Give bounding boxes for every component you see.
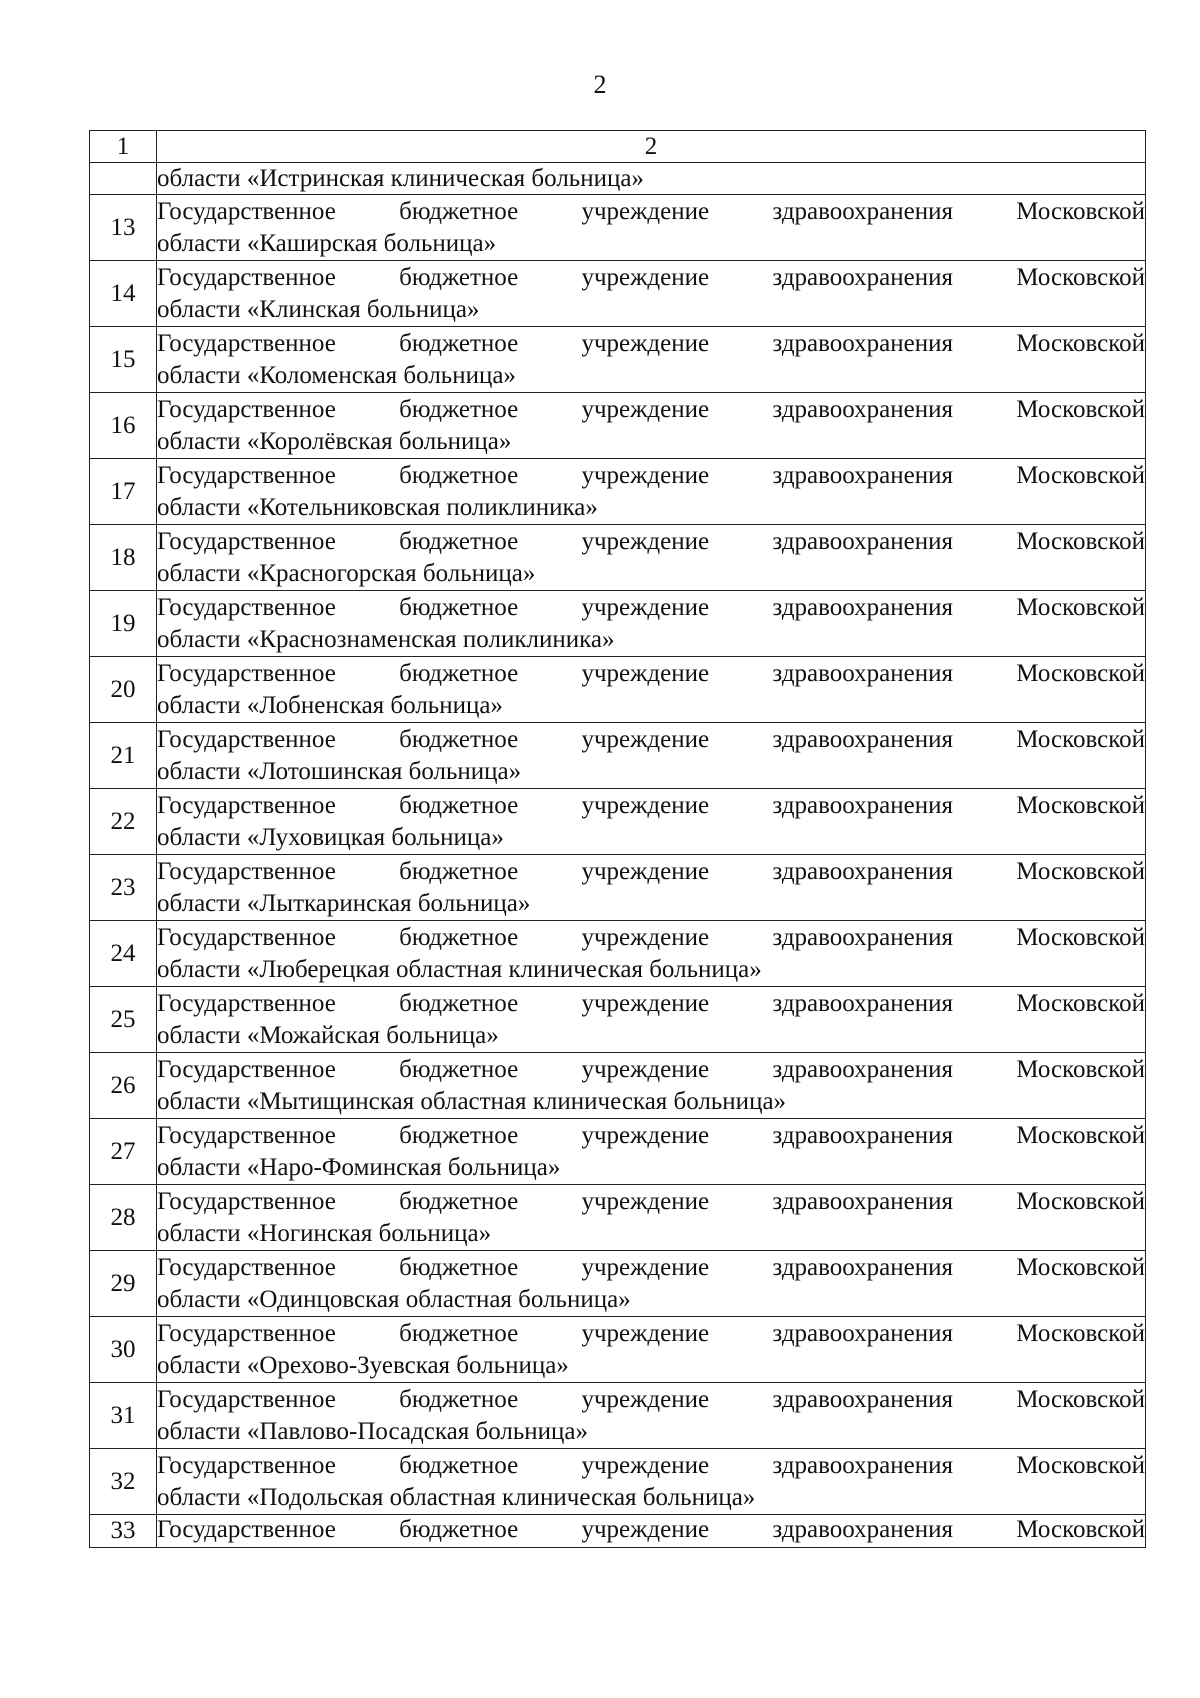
institution-type-line bbox=[157, 1120, 1145, 1152]
institution-type-line bbox=[157, 460, 1145, 492]
row-number: 26 bbox=[90, 1053, 157, 1119]
prefix-word: Московской bbox=[1016, 1516, 1145, 1543]
row-number: 29 bbox=[90, 1251, 157, 1317]
prefix-word: Государственное bbox=[157, 923, 336, 951]
prefix-word: здравоохранения bbox=[772, 1319, 953, 1347]
institution-name bbox=[157, 921, 1146, 987]
row-number: 22 bbox=[90, 789, 157, 855]
institution-name bbox=[157, 1515, 1146, 1548]
prefix-word: здравоохранения bbox=[772, 1385, 953, 1413]
table-row bbox=[90, 1449, 1146, 1515]
institution-name bbox=[157, 195, 1146, 261]
prefix-word: бюджетное bbox=[399, 1055, 519, 1083]
prefix-word: Московской bbox=[1016, 923, 1145, 951]
table-row bbox=[90, 1317, 1146, 1383]
prefix-word: бюджетное bbox=[399, 989, 519, 1017]
prefix-word: Государственное bbox=[157, 395, 336, 423]
prefix-word: Московской bbox=[1016, 197, 1145, 225]
table-row bbox=[90, 195, 1146, 261]
institution-name bbox=[157, 393, 1146, 459]
table-row bbox=[90, 327, 1146, 393]
prefix-word: здравоохранения bbox=[772, 527, 953, 555]
table-row bbox=[90, 261, 1146, 327]
table-row bbox=[90, 855, 1146, 921]
prefix-word: бюджетное bbox=[399, 791, 519, 819]
prefix-word: Государственное bbox=[157, 1516, 336, 1543]
prefix-word: Государственное bbox=[157, 659, 336, 687]
prefix-word: здравоохранения bbox=[772, 329, 953, 357]
prefix-word: здравоохранения bbox=[772, 791, 953, 819]
prefix-word: учреждение bbox=[581, 395, 710, 423]
prefix-word: Государственное bbox=[157, 1385, 336, 1413]
institution-type-line bbox=[157, 196, 1145, 228]
row-number: 25 bbox=[90, 987, 157, 1053]
table-row bbox=[90, 591, 1146, 657]
prefix-word: Московской bbox=[1016, 725, 1145, 753]
prefix-word: здравоохранения bbox=[772, 197, 953, 225]
row-number: 31 bbox=[90, 1383, 157, 1449]
institution-name bbox=[157, 789, 1146, 855]
institution-name bbox=[157, 855, 1146, 921]
institution-title: области «Можайская больница» bbox=[157, 1021, 499, 1049]
institution-title: области «Лобненская больница» bbox=[157, 691, 503, 719]
prefix-word: учреждение bbox=[581, 1055, 710, 1083]
row-number: 16 bbox=[90, 393, 157, 459]
table-row bbox=[90, 723, 1146, 789]
prefix-word: Государственное bbox=[157, 1451, 336, 1479]
prefix-word: Государственное bbox=[157, 329, 336, 357]
page-number: 2 bbox=[593, 70, 607, 99]
institution-title: области «Коломенская больница» bbox=[157, 361, 516, 389]
prefix-word: Московской bbox=[1016, 1451, 1145, 1479]
institution-name bbox=[157, 723, 1146, 789]
institution-title: области «Каширская больница» bbox=[157, 229, 497, 257]
table-header-row bbox=[90, 131, 1146, 163]
institution-type-line bbox=[157, 1186, 1145, 1218]
institution-name bbox=[157, 525, 1146, 591]
prefix-word: бюджетное bbox=[399, 1187, 519, 1215]
table-row bbox=[90, 1251, 1146, 1317]
row-number-empty bbox=[90, 163, 157, 195]
header-col-number: 1 bbox=[90, 131, 157, 163]
row-number: 17 bbox=[90, 459, 157, 525]
prefix-word: учреждение bbox=[581, 989, 710, 1017]
institution-type-line bbox=[157, 262, 1145, 294]
institution-name bbox=[157, 1185, 1146, 1251]
prefix-word: бюджетное bbox=[399, 527, 519, 555]
institution-type-line bbox=[157, 1054, 1145, 1086]
institution-name bbox=[157, 1119, 1146, 1185]
row-number: 13 bbox=[90, 195, 157, 261]
row-number: 19 bbox=[90, 591, 157, 657]
prefix-word: учреждение bbox=[581, 593, 710, 621]
table-row bbox=[90, 525, 1146, 591]
institution-title: области «Котельниковская поликлиника» bbox=[157, 493, 598, 521]
prefix-word: Государственное bbox=[157, 1055, 336, 1083]
prefix-word: учреждение bbox=[581, 329, 710, 357]
prefix-word: учреждение bbox=[581, 1253, 710, 1281]
prefix-word: Московской bbox=[1016, 1319, 1145, 1347]
table-row bbox=[90, 393, 1146, 459]
table-row bbox=[90, 921, 1146, 987]
prefix-word: Государственное bbox=[157, 461, 336, 489]
prefix-word: учреждение bbox=[581, 461, 710, 489]
institution-title: области «Павлово-Посадская больница» bbox=[157, 1417, 588, 1445]
prefix-word: Московской bbox=[1016, 1385, 1145, 1413]
prefix-word: учреждение bbox=[581, 725, 710, 753]
row-number: 27 bbox=[90, 1119, 157, 1185]
continuation-text: области «Истринская клиническая больница» bbox=[157, 163, 1146, 195]
institution-name bbox=[157, 1449, 1146, 1515]
institution-title: области «Люберецкая областная клиническая больница» bbox=[157, 955, 762, 983]
prefix-word: здравоохранения bbox=[772, 263, 953, 291]
prefix-word: Московской bbox=[1016, 593, 1145, 621]
prefix-word: здравоохранения bbox=[772, 395, 953, 423]
institution-type-line bbox=[157, 790, 1145, 822]
institution-type-line bbox=[157, 922, 1145, 954]
prefix-word: бюджетное bbox=[399, 593, 519, 621]
prefix-word: здравоохранения bbox=[772, 461, 953, 489]
institution-title: области «Ногинская больница» bbox=[157, 1219, 492, 1247]
prefix-word: Государственное bbox=[157, 1319, 336, 1347]
table-row bbox=[90, 1119, 1146, 1185]
institution-title: области «Краснознаменская поликлиника» bbox=[157, 625, 615, 653]
prefix-word: Государственное bbox=[157, 857, 336, 885]
prefix-word: здравоохранения bbox=[772, 923, 953, 951]
prefix-word: бюджетное bbox=[399, 197, 519, 225]
prefix-word: бюджетное bbox=[399, 725, 519, 753]
institution-name bbox=[157, 657, 1146, 723]
institution-title: области «Подольская областная клиническая больница» bbox=[157, 1483, 756, 1511]
prefix-word: учреждение bbox=[581, 197, 710, 225]
row-number: 30 bbox=[90, 1317, 157, 1383]
prefix-word: здравоохранения bbox=[772, 1187, 953, 1215]
table-row bbox=[90, 987, 1146, 1053]
continuation-row bbox=[90, 163, 1146, 195]
prefix-word: бюджетное bbox=[399, 659, 519, 687]
institution-type-line bbox=[157, 1450, 1145, 1482]
row-number: 33 bbox=[90, 1515, 157, 1548]
institution-title: области «Клинская больница» bbox=[157, 295, 480, 323]
prefix-word: Московской bbox=[1016, 989, 1145, 1017]
prefix-word: Московской bbox=[1016, 395, 1145, 423]
institution-type-line bbox=[157, 856, 1145, 888]
table-row bbox=[90, 459, 1146, 525]
prefix-word: Московской bbox=[1016, 659, 1145, 687]
institution-name bbox=[157, 987, 1146, 1053]
institution-type-line bbox=[157, 724, 1145, 756]
prefix-word: Государственное bbox=[157, 263, 336, 291]
prefix-word: Московской bbox=[1016, 461, 1145, 489]
prefix-word: Государственное bbox=[157, 593, 336, 621]
prefix-word: учреждение bbox=[581, 1187, 710, 1215]
prefix-word: бюджетное bbox=[399, 1516, 519, 1543]
table-row bbox=[90, 1515, 1146, 1548]
prefix-word: здравоохранения bbox=[772, 725, 953, 753]
institution-name bbox=[157, 591, 1146, 657]
prefix-word: Государственное bbox=[157, 1187, 336, 1215]
table-row bbox=[90, 1185, 1146, 1251]
institution-type-line bbox=[157, 658, 1145, 690]
header-col-name: 2 bbox=[157, 131, 1146, 163]
row-number: 24 bbox=[90, 921, 157, 987]
prefix-word: Государственное bbox=[157, 791, 336, 819]
prefix-word: учреждение bbox=[581, 1319, 710, 1347]
prefix-word: бюджетное bbox=[399, 857, 519, 885]
prefix-word: здравоохранения bbox=[772, 857, 953, 885]
table-row bbox=[90, 789, 1146, 855]
row-number: 18 bbox=[90, 525, 157, 591]
institution-type-line bbox=[157, 526, 1145, 558]
institution-name bbox=[157, 1251, 1146, 1317]
institution-name bbox=[157, 327, 1146, 393]
prefix-word: учреждение bbox=[581, 659, 710, 687]
prefix-word: здравоохранения bbox=[772, 1055, 953, 1083]
prefix-word: бюджетное bbox=[399, 461, 519, 489]
institution-type-line bbox=[157, 1515, 1145, 1547]
prefix-word: бюджетное bbox=[399, 329, 519, 357]
prefix-word: учреждение bbox=[581, 1516, 710, 1543]
institution-type-line bbox=[157, 1252, 1145, 1284]
prefix-word: Московской bbox=[1016, 1253, 1145, 1281]
prefix-word: Государственное bbox=[157, 197, 336, 225]
prefix-word: учреждение bbox=[581, 1451, 710, 1479]
prefix-word: учреждение bbox=[581, 791, 710, 819]
prefix-word: бюджетное bbox=[399, 1253, 519, 1281]
institution-title: области «Одинцовская областная больница» bbox=[157, 1285, 631, 1313]
row-number: 20 bbox=[90, 657, 157, 723]
institution-name bbox=[157, 1317, 1146, 1383]
institution-title: области «Королёвская больница» bbox=[157, 427, 512, 455]
table-row bbox=[90, 1383, 1146, 1449]
prefix-word: Московской bbox=[1016, 791, 1145, 819]
prefix-word: здравоохранения bbox=[772, 989, 953, 1017]
prefix-word: здравоохранения bbox=[772, 659, 953, 687]
prefix-word: Государственное bbox=[157, 725, 336, 753]
institution-type-line bbox=[157, 592, 1145, 624]
table-row bbox=[90, 1053, 1146, 1119]
institution-name bbox=[157, 459, 1146, 525]
institution-title: области «Наро-Фоминская больница» bbox=[157, 1153, 561, 1181]
prefix-word: здравоохранения bbox=[772, 1516, 953, 1543]
prefix-word: здравоохранения bbox=[772, 1121, 953, 1149]
prefix-word: Московской bbox=[1016, 1055, 1145, 1083]
prefix-word: бюджетное bbox=[399, 1121, 519, 1149]
institution-type-line bbox=[157, 328, 1145, 360]
prefix-word: бюджетное bbox=[399, 923, 519, 951]
institution-name bbox=[157, 261, 1146, 327]
row-number: 32 bbox=[90, 1449, 157, 1515]
row-number: 14 bbox=[90, 261, 157, 327]
prefix-word: учреждение bbox=[581, 923, 710, 951]
prefix-word: здравоохранения bbox=[772, 1253, 953, 1281]
prefix-word: бюджетное bbox=[399, 263, 519, 291]
prefix-word: бюджетное bbox=[399, 1451, 519, 1479]
row-number: 28 bbox=[90, 1185, 157, 1251]
institutions-table bbox=[89, 130, 1146, 1548]
prefix-word: учреждение bbox=[581, 1121, 710, 1149]
table-row bbox=[90, 657, 1146, 723]
institution-name bbox=[157, 1383, 1146, 1449]
row-number: 21 bbox=[90, 723, 157, 789]
prefix-word: учреждение bbox=[581, 857, 710, 885]
institution-title: области «Красногорская больница» bbox=[157, 559, 536, 587]
institution-title: области «Орехово-Зуевская больница» bbox=[157, 1351, 569, 1379]
prefix-word: здравоохранения bbox=[772, 593, 953, 621]
institution-title: области «Лотошинская больница» bbox=[157, 757, 522, 785]
prefix-word: Московской bbox=[1016, 329, 1145, 357]
prefix-word: Московской bbox=[1016, 857, 1145, 885]
institution-type-line bbox=[157, 988, 1145, 1020]
prefix-word: Государственное bbox=[157, 1121, 336, 1149]
institution-title: области «Мытищинская областная клиническая больница» bbox=[157, 1087, 787, 1115]
prefix-word: Московской bbox=[1016, 1187, 1145, 1215]
prefix-word: учреждение bbox=[581, 263, 710, 291]
prefix-word: учреждение bbox=[581, 1385, 710, 1413]
row-number: 15 bbox=[90, 327, 157, 393]
institution-title: области «Луховицкая больница» bbox=[157, 823, 504, 851]
institution-title: области «Лыткаринская больница» bbox=[157, 889, 531, 917]
prefix-word: бюджетное bbox=[399, 1319, 519, 1347]
prefix-word: Государственное bbox=[157, 989, 336, 1017]
institution-type-line bbox=[157, 1384, 1145, 1416]
row-number: 23 bbox=[90, 855, 157, 921]
institution-name bbox=[157, 1053, 1146, 1119]
prefix-word: Московской bbox=[1016, 1121, 1145, 1149]
prefix-word: Московской bbox=[1016, 263, 1145, 291]
prefix-word: бюджетное bbox=[399, 1385, 519, 1413]
prefix-word: Государственное bbox=[157, 527, 336, 555]
institution-type-line bbox=[157, 394, 1145, 426]
prefix-word: Московской bbox=[1016, 527, 1145, 555]
institution-type-line bbox=[157, 1318, 1145, 1350]
prefix-word: Государственное bbox=[157, 1253, 336, 1281]
prefix-word: учреждение bbox=[581, 527, 710, 555]
prefix-word: здравоохранения bbox=[772, 1451, 953, 1479]
prefix-word: бюджетное bbox=[399, 395, 519, 423]
